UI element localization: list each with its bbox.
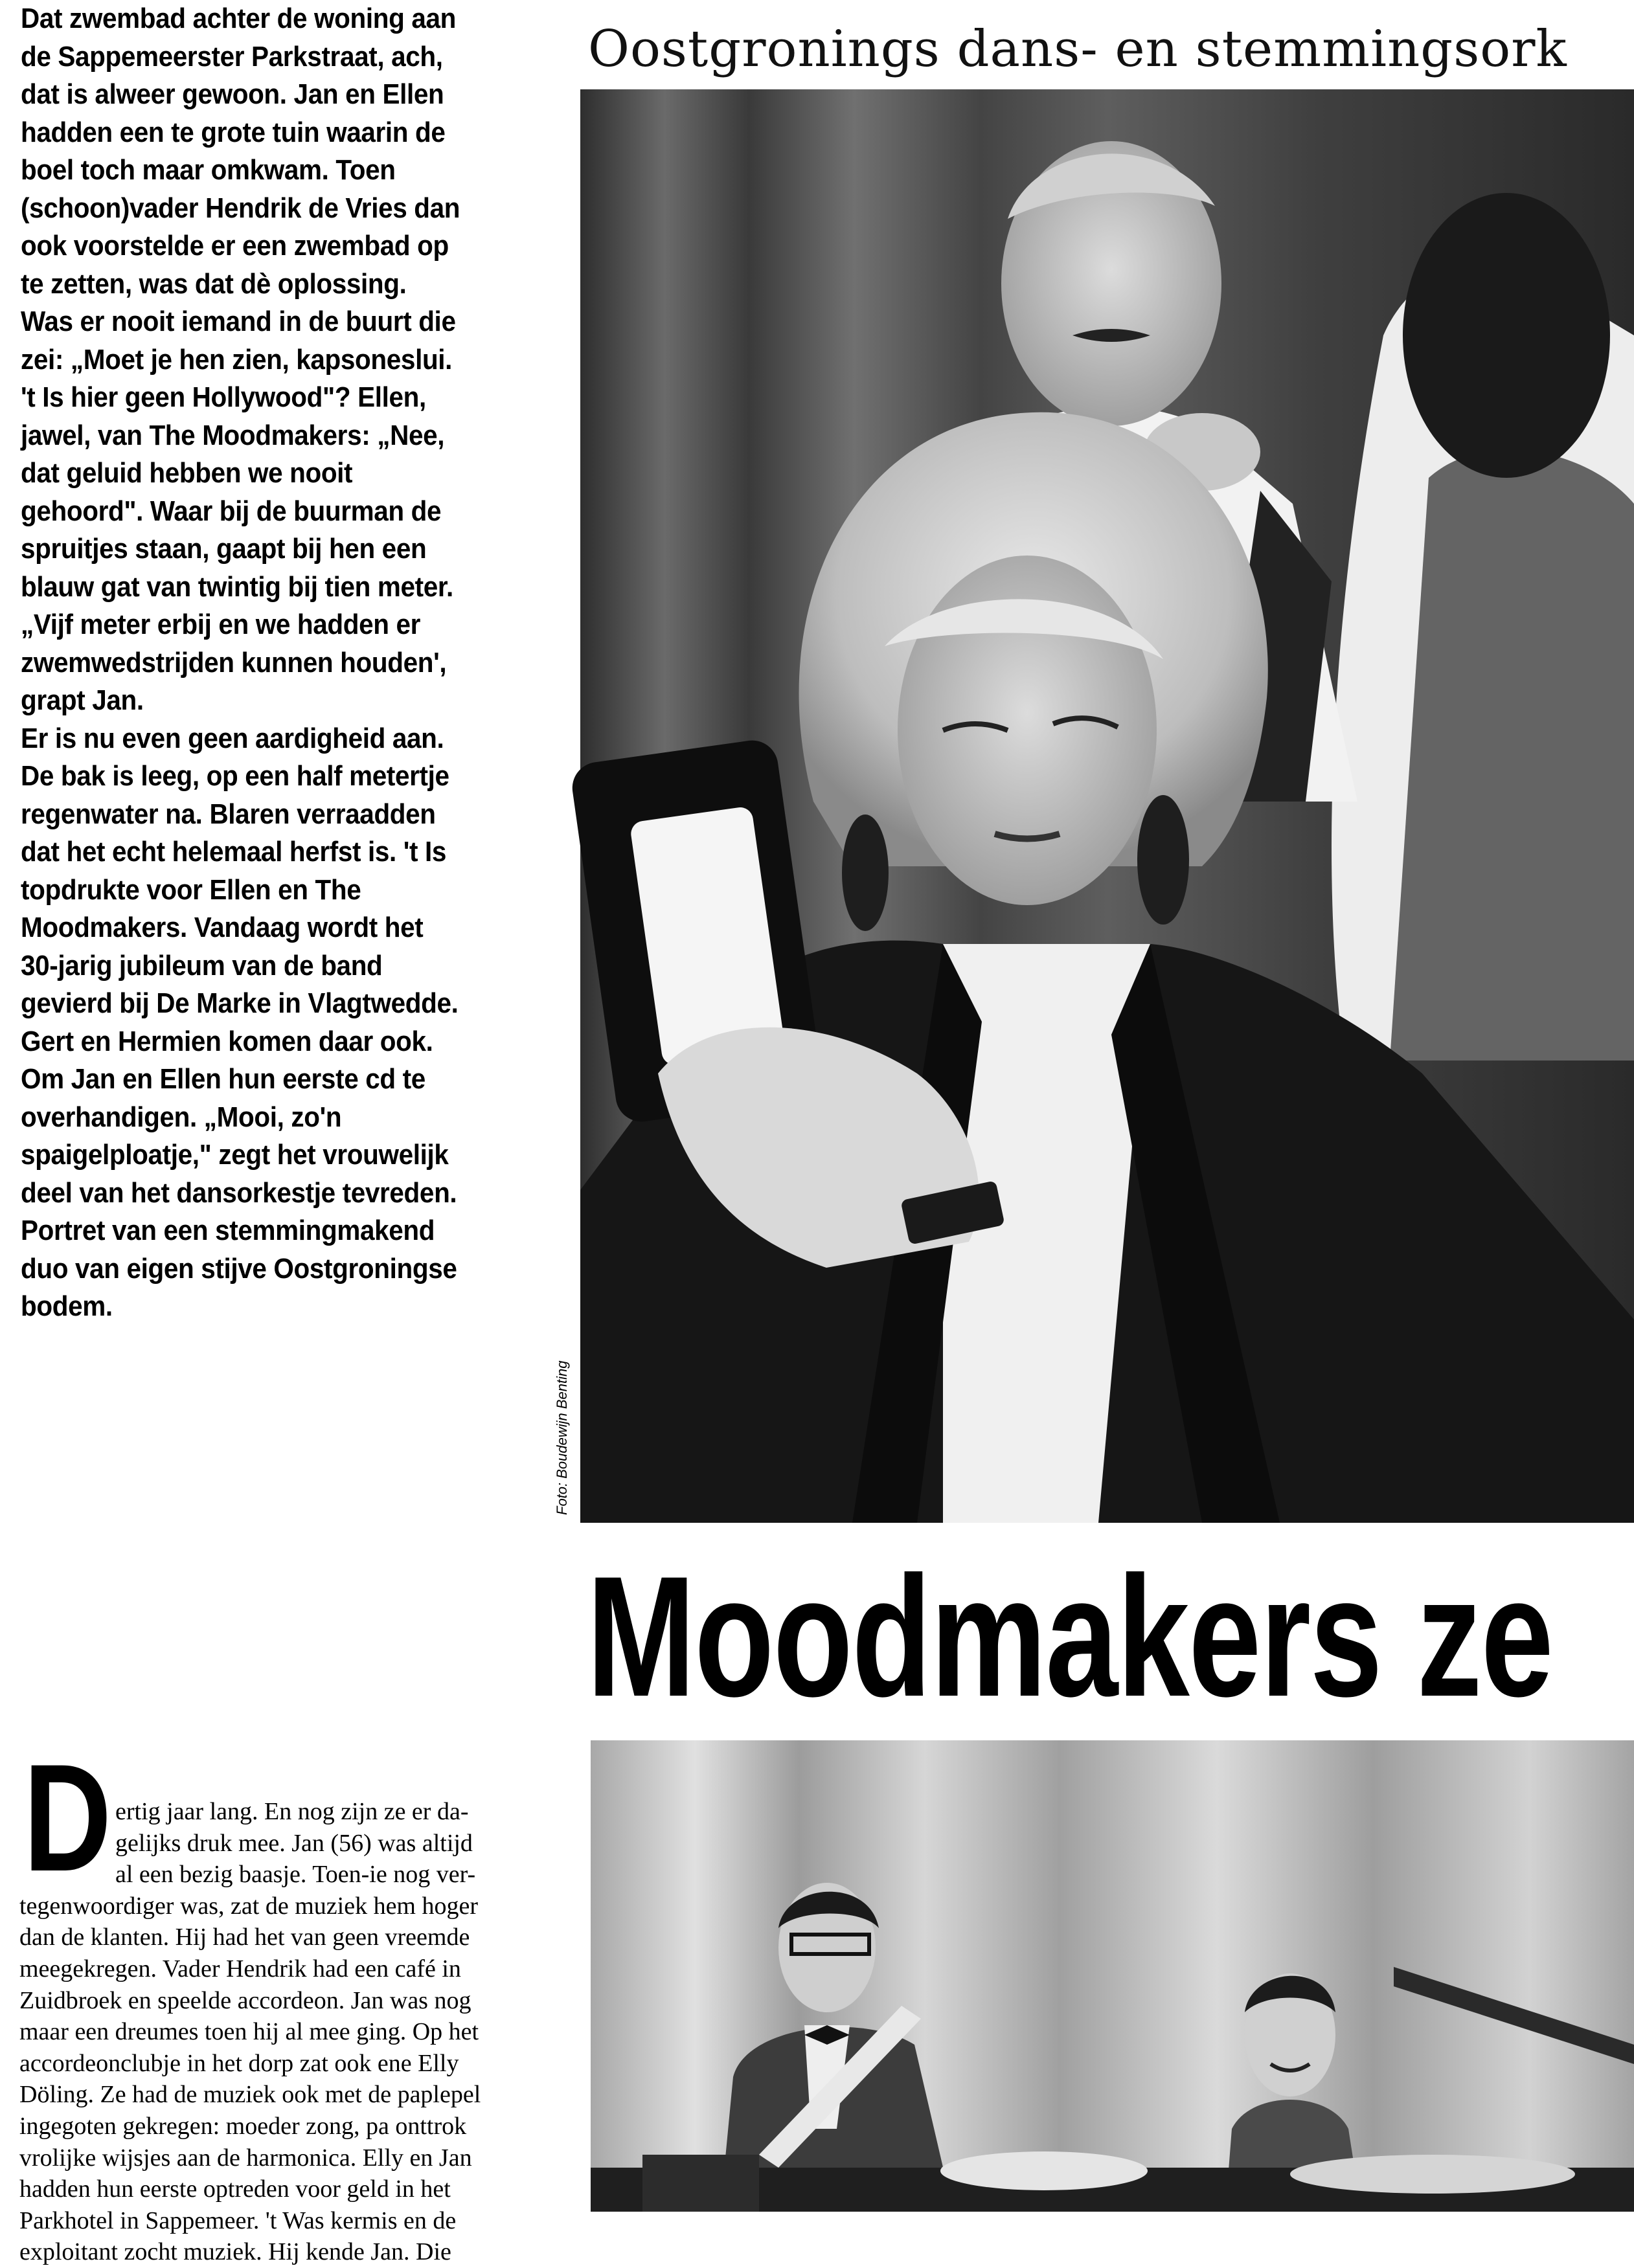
intro-line: blauw gat van twintig bij tien meter. [21, 570, 453, 603]
intro-line: Was er nooit iemand in de buurt die [21, 306, 456, 337]
body-line: Döling. Ze had de muziek ook met de paplepel [19, 2081, 481, 2109]
body-line: vrolijke wijsjes aan de harmonica. Elly en Jan [19, 2144, 472, 2172]
drop-cap: D [23, 1733, 112, 1903]
intro-line: 't Is hier geen Hollywood"? Ellen, [21, 381, 426, 413]
intro-line: (schoon)vader Hendrik de Vries dan [21, 192, 460, 224]
main-photo [580, 89, 1634, 1523]
body-line: maar een dreumes toen hij al mee ging. Op het [19, 2018, 479, 2046]
body-line: tegenwoordiger was, zat de muziek hem hoger [19, 1892, 479, 1920]
photo-credit: Foto: Boudewijn Benting [554, 1360, 570, 1515]
intro-line: bodem. [21, 1290, 113, 1322]
intro-text [21, 0, 516, 1528]
body-line: accordeonclubje in het dorp zat ook ene Elly [19, 2049, 459, 2077]
intro-line: zwemwedstrijden kunnen houden', [21, 646, 447, 679]
intro-line: De bak is leeg, op een half metertje [21, 760, 449, 792]
intro-line: Om Jan en Ellen hun eerste cd te [21, 1063, 426, 1095]
intro-line: dat het echt helemaal herfst is. 't Is [21, 836, 447, 868]
body-line: Parkhotel in Sappemeer. 't Was kermis en de [19, 2206, 457, 2234]
body-line: hadden hun eerste optreden voor geld in het [19, 2175, 451, 2203]
intro-line: jawel, van The Moodmakers: „Nee, [21, 419, 445, 451]
intro-line: de Sappemeerster Parkstraat, ach, [21, 40, 443, 73]
body-line: dan de klanten. Hij had het van geen vreemde [19, 1924, 470, 1951]
intro-line: Dat zwembad achter de woning aan [21, 3, 457, 34]
intro-line: regenwater na. Blaren verraadden [21, 798, 436, 830]
intro-line: ook voorstelde er een zwembad op [21, 230, 449, 262]
intro-line: dat is alweer gewoon. Jan en Ellen [21, 78, 444, 110]
intro-line: Gert en Hermien komen daar ook. [21, 1025, 433, 1057]
body-line: Zuidbroek en speelde accordeon. Jan was nog [19, 1986, 471, 2014]
band-photo [591, 1740, 1634, 2212]
intro-line: gevierd bij De Marke in Vlagtwedde. [21, 987, 459, 1019]
intro-line: te zetten, was dat dè oplossing. [21, 267, 407, 300]
body-line: ertig jaar lang. En nog zijn ze er da- [115, 1798, 469, 1825]
intro-line: 30-jarig jubileum van de band [21, 949, 383, 982]
intro-line: zei: „Moet je hen zien, kapsoneslui. [21, 343, 453, 376]
band-photo-image [591, 1740, 1634, 2212]
intro-line: dat geluid hebben we nooit [21, 457, 353, 489]
main-photo-image [580, 89, 1634, 1523]
intro-line: Moodmakers. Vandaag wordt het [21, 912, 424, 943]
intro-line: Portret van een stemmingmakend [21, 1215, 435, 1246]
kicker-headline: Oostgronings dans- en stemmingsork [588, 20, 1567, 78]
body-line: al een bezig baasje. Toen-ie nog ver- [115, 1861, 476, 1889]
body-line: meegekregen. Vader Hendrik had een café in [19, 1955, 461, 1982]
intro-line: grapt Jan. [21, 684, 144, 716]
article-body [19, 1733, 557, 2266]
intro-line: topdrukte voor Ellen en The [21, 873, 361, 906]
intro-line: spruitjes staan, gaapt bij hen een [21, 533, 427, 565]
body-line: gelijks druk mee. Jan (56) was altijd [115, 1829, 473, 1857]
intro-line: Er is nu even geen aardigheid aan. [21, 722, 444, 754]
intro-line: overhandigen. „Mooi, zo'n [21, 1101, 342, 1133]
intro-line: „Vijf meter erbij en we hadden er [21, 609, 421, 640]
intro-line: duo van eigen stijve Oostgroningse [21, 1252, 457, 1285]
main-headline: Moodmakers ze [587, 1541, 1553, 1733]
body-line: ingegoten gekregen: moeder zong, pa onttrok [19, 2112, 467, 2140]
intro-line: deel van het dansorkestje tevreden. [21, 1176, 457, 1209]
intro-line: boel toch maar omkwam. Toen [21, 154, 396, 186]
intro-line: hadden een te grote tuin waarin de [21, 116, 446, 148]
intro-line: gehoord". Waar bij de buurman de [21, 495, 442, 527]
body-line: exploitant zocht muziek. Hij kende Jan. Die [19, 2238, 451, 2266]
intro-line: spaigelploatje," zegt het vrouwelijk [21, 1139, 449, 1171]
headline-area [587, 1541, 1634, 1733]
